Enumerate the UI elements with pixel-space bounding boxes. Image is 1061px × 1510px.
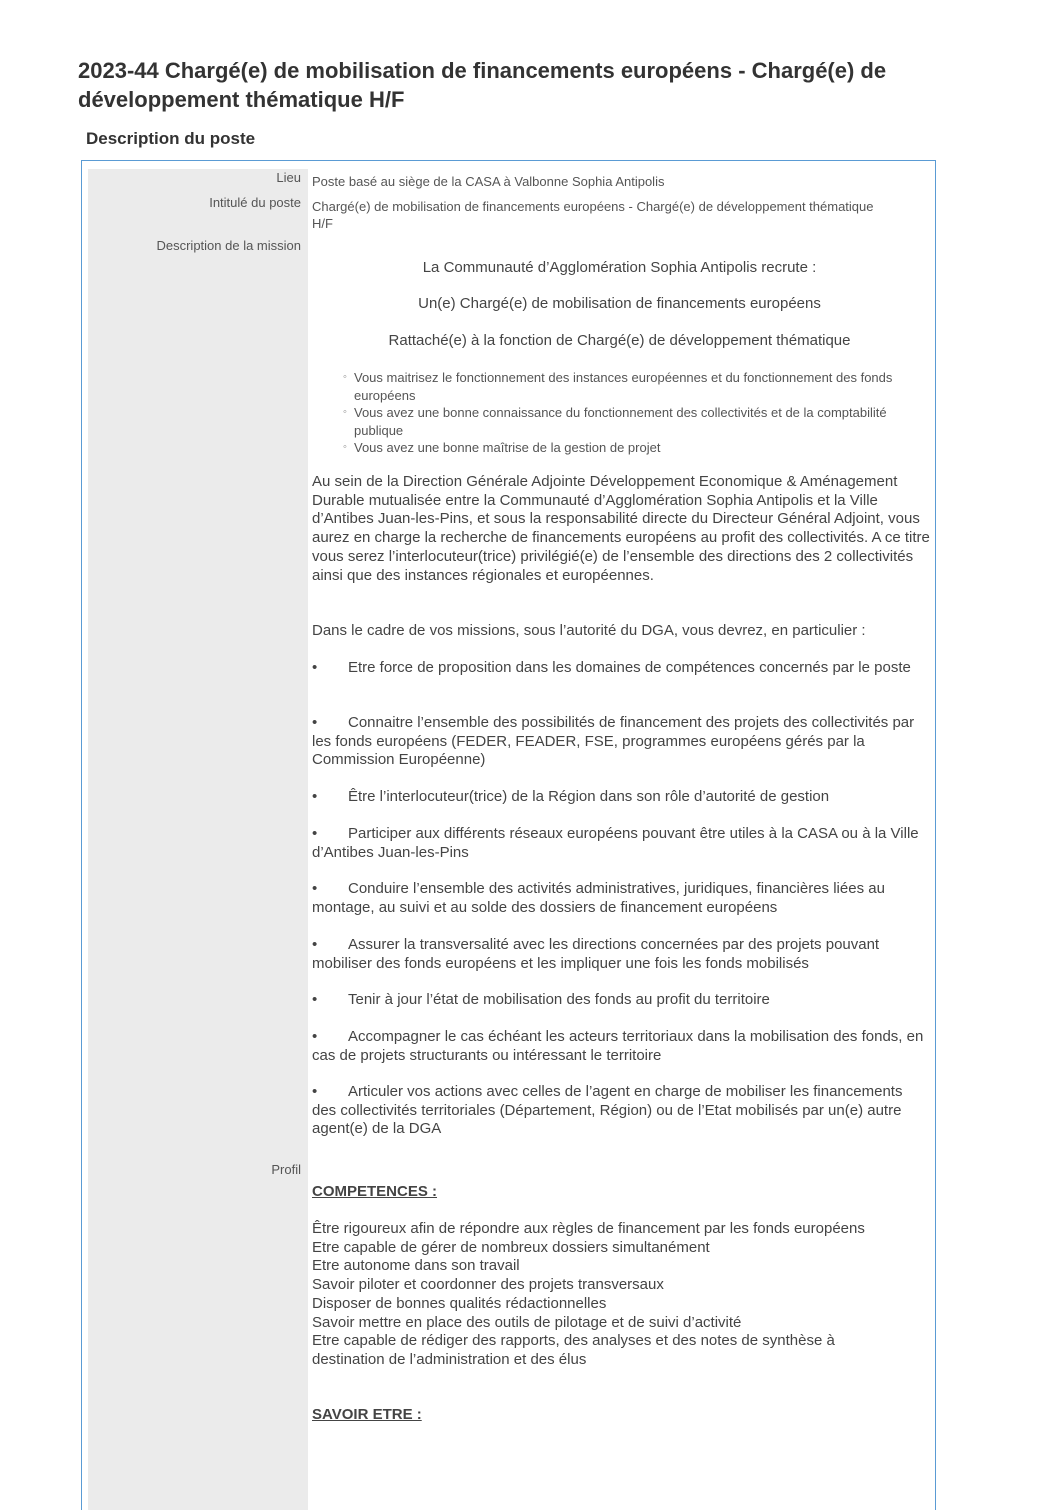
bullet-marker: ◦	[343, 371, 347, 383]
mission-bullet	[343, 439, 914, 457]
competence-item: Être rigoureux afin de répondre aux règles de financement par les fonds européens	[312, 1220, 865, 1237]
task-marker: •	[312, 1028, 318, 1045]
mission-bullet	[343, 369, 914, 404]
bullet-text: Vous avez une bonne connaissance du fonctionnement des collectivités et de la comptabilité publique	[354, 405, 887, 438]
competence-item: Disposer de bonnes qualités rédactionnelles	[312, 1294, 607, 1312]
task-text: Conduire l’ensemble des activités administratives, juridiques, financières liées au montage, au suivi et au solde des dossiers de financement européens	[312, 880, 885, 916]
task-text: Assurer la transversalité avec les directions concernées par des projets pouvant mobiliser des fonds européens et les impliquer une fois les fonds mobilisés	[312, 936, 880, 972]
task-marker: •	[312, 936, 318, 953]
label-lieu: Lieu	[276, 170, 301, 185]
competence-item: Savoir piloter et coordonner des projets transversaux	[312, 1276, 664, 1294]
bullet-text: Vous maitrisez le fonctionnement des instances européennes et du fonctionnement des fonds européens	[354, 370, 893, 403]
task-marker: •	[312, 659, 318, 676]
value-lieu: Poste basé au siège de la CASA à Valbonne Sophia Antipolis	[312, 174, 665, 189]
task-item	[312, 880, 930, 917]
page-title: 2023-44 Chargé(e) de mobilisation de financements européens - Chargé(e) de développement thématique H/F	[78, 58, 887, 112]
task-marker: •	[312, 1083, 318, 1100]
mission-intro-line: Rattaché(e) à la fonction de Chargé(e) de développement thématique	[388, 332, 851, 349]
task-item	[312, 714, 930, 770]
task-item	[312, 936, 930, 973]
task-item	[312, 991, 930, 1010]
task-item	[312, 1028, 930, 1065]
competences-list	[312, 1220, 930, 1370]
job-description-panel	[81, 160, 936, 1510]
task-text: Tenir à jour l’état de mobilisation des fonds au profit du territoire	[348, 991, 770, 1008]
task-marker: •	[312, 788, 318, 805]
competences-heading: COMPETENCES :	[312, 1183, 438, 1200]
competence-item: Etre capable de gérer de nombreux dossiers simultanément	[312, 1238, 710, 1256]
task-text: Etre force de proposition dans les domaines de compétences concernés par le poste	[348, 659, 911, 676]
tasks-intro: Dans le cadre de vos missions, sous l’autorité du DGA, vous devrez, en particulier :	[312, 622, 866, 639]
bullet-marker: ◦	[343, 441, 347, 453]
competence-item: Etre capable de rédiger des rapports, des analyses et des notes de synthèse à destination de l’administration et des élus	[312, 1332, 835, 1368]
mission-intro-line: Un(e) Chargé(e) de mobilisation de financements européens	[418, 295, 821, 312]
task-item	[312, 659, 930, 678]
task-text: Connaitre l’ensemble des possibilités de financement des projets des collectivités par les fonds européens (FEDER, FEADER, FSE, programmes européens gérés par la Commission Européenne)	[312, 714, 915, 769]
task-item	[312, 825, 930, 862]
savoir-etre-heading: SAVOIR ETRE :	[312, 1406, 422, 1423]
task-marker: •	[312, 714, 318, 731]
bullet-text: Vous avez une bonne maîtrise de la gestion de projet	[354, 440, 661, 455]
label-mission: Description de la mission	[156, 238, 301, 253]
task-text: Être l’interlocuteur(trice) de la Région dans son rôle d’autorité de gestion	[348, 788, 830, 805]
mission-intro-line: La Communauté d’Agglomération Sophia Antipolis recrute :	[422, 259, 817, 276]
task-marker: •	[312, 825, 318, 842]
task-item	[312, 788, 930, 807]
section-title: Description du poste	[86, 129, 256, 148]
competence-item: Etre autonome dans son travail	[312, 1257, 520, 1275]
task-item	[312, 1083, 930, 1139]
task-text: Articuler vos actions avec celles de l’agent en charge de mobiliser les financements des collectivités territoriales (Département, Région) ou de l’Etat mobilisés par un(e) autre agent(e) de la DGA	[312, 1083, 903, 1138]
task-marker: •	[312, 880, 318, 897]
mission-bullet	[343, 404, 914, 439]
bullet-marker: ◦	[343, 406, 347, 418]
task-marker: •	[312, 991, 318, 1008]
label-intitule: Intitulé du poste	[209, 195, 301, 210]
mission-paragraph: Au sein de la Direction Générale Adjointe Développement Economique & Aménagement Durable mutualisée entre la Communauté d’Agglomération Sophia Antipolis et la Ville d’Antibes Juan-les-Pins, et sous la responsabilité directe du Directeur Général Adjoint, vous aurez en charge la recherche de financements européens au profit des collectivités. A ce titre vous serez l’interlocuteur(trice) privilégié(e) de l’ensemble des directions des 2 collectivités ainsi que des instances régionales et européennes.	[312, 473, 930, 584]
task-text: Accompagner le cas échéant les acteurs territoriaux dans la mobilisation des fonds, en cas de projets structurants ou intéressant le territoire	[312, 1028, 924, 1064]
label-column	[88, 169, 308, 1510]
task-text: Participer aux différents réseaux européens pouvant être utiles à la CASA ou à la Ville d’Antibes Juan-les-Pins	[312, 825, 919, 861]
value-intitule: Chargé(e) de mobilisation de financements européens - Chargé(e) de développement thématique H/F	[312, 199, 874, 231]
competence-item: Savoir mettre en place des outils de pilotage et de suivi d’activité	[312, 1313, 742, 1331]
label-profil: Profil	[271, 1162, 301, 1177]
